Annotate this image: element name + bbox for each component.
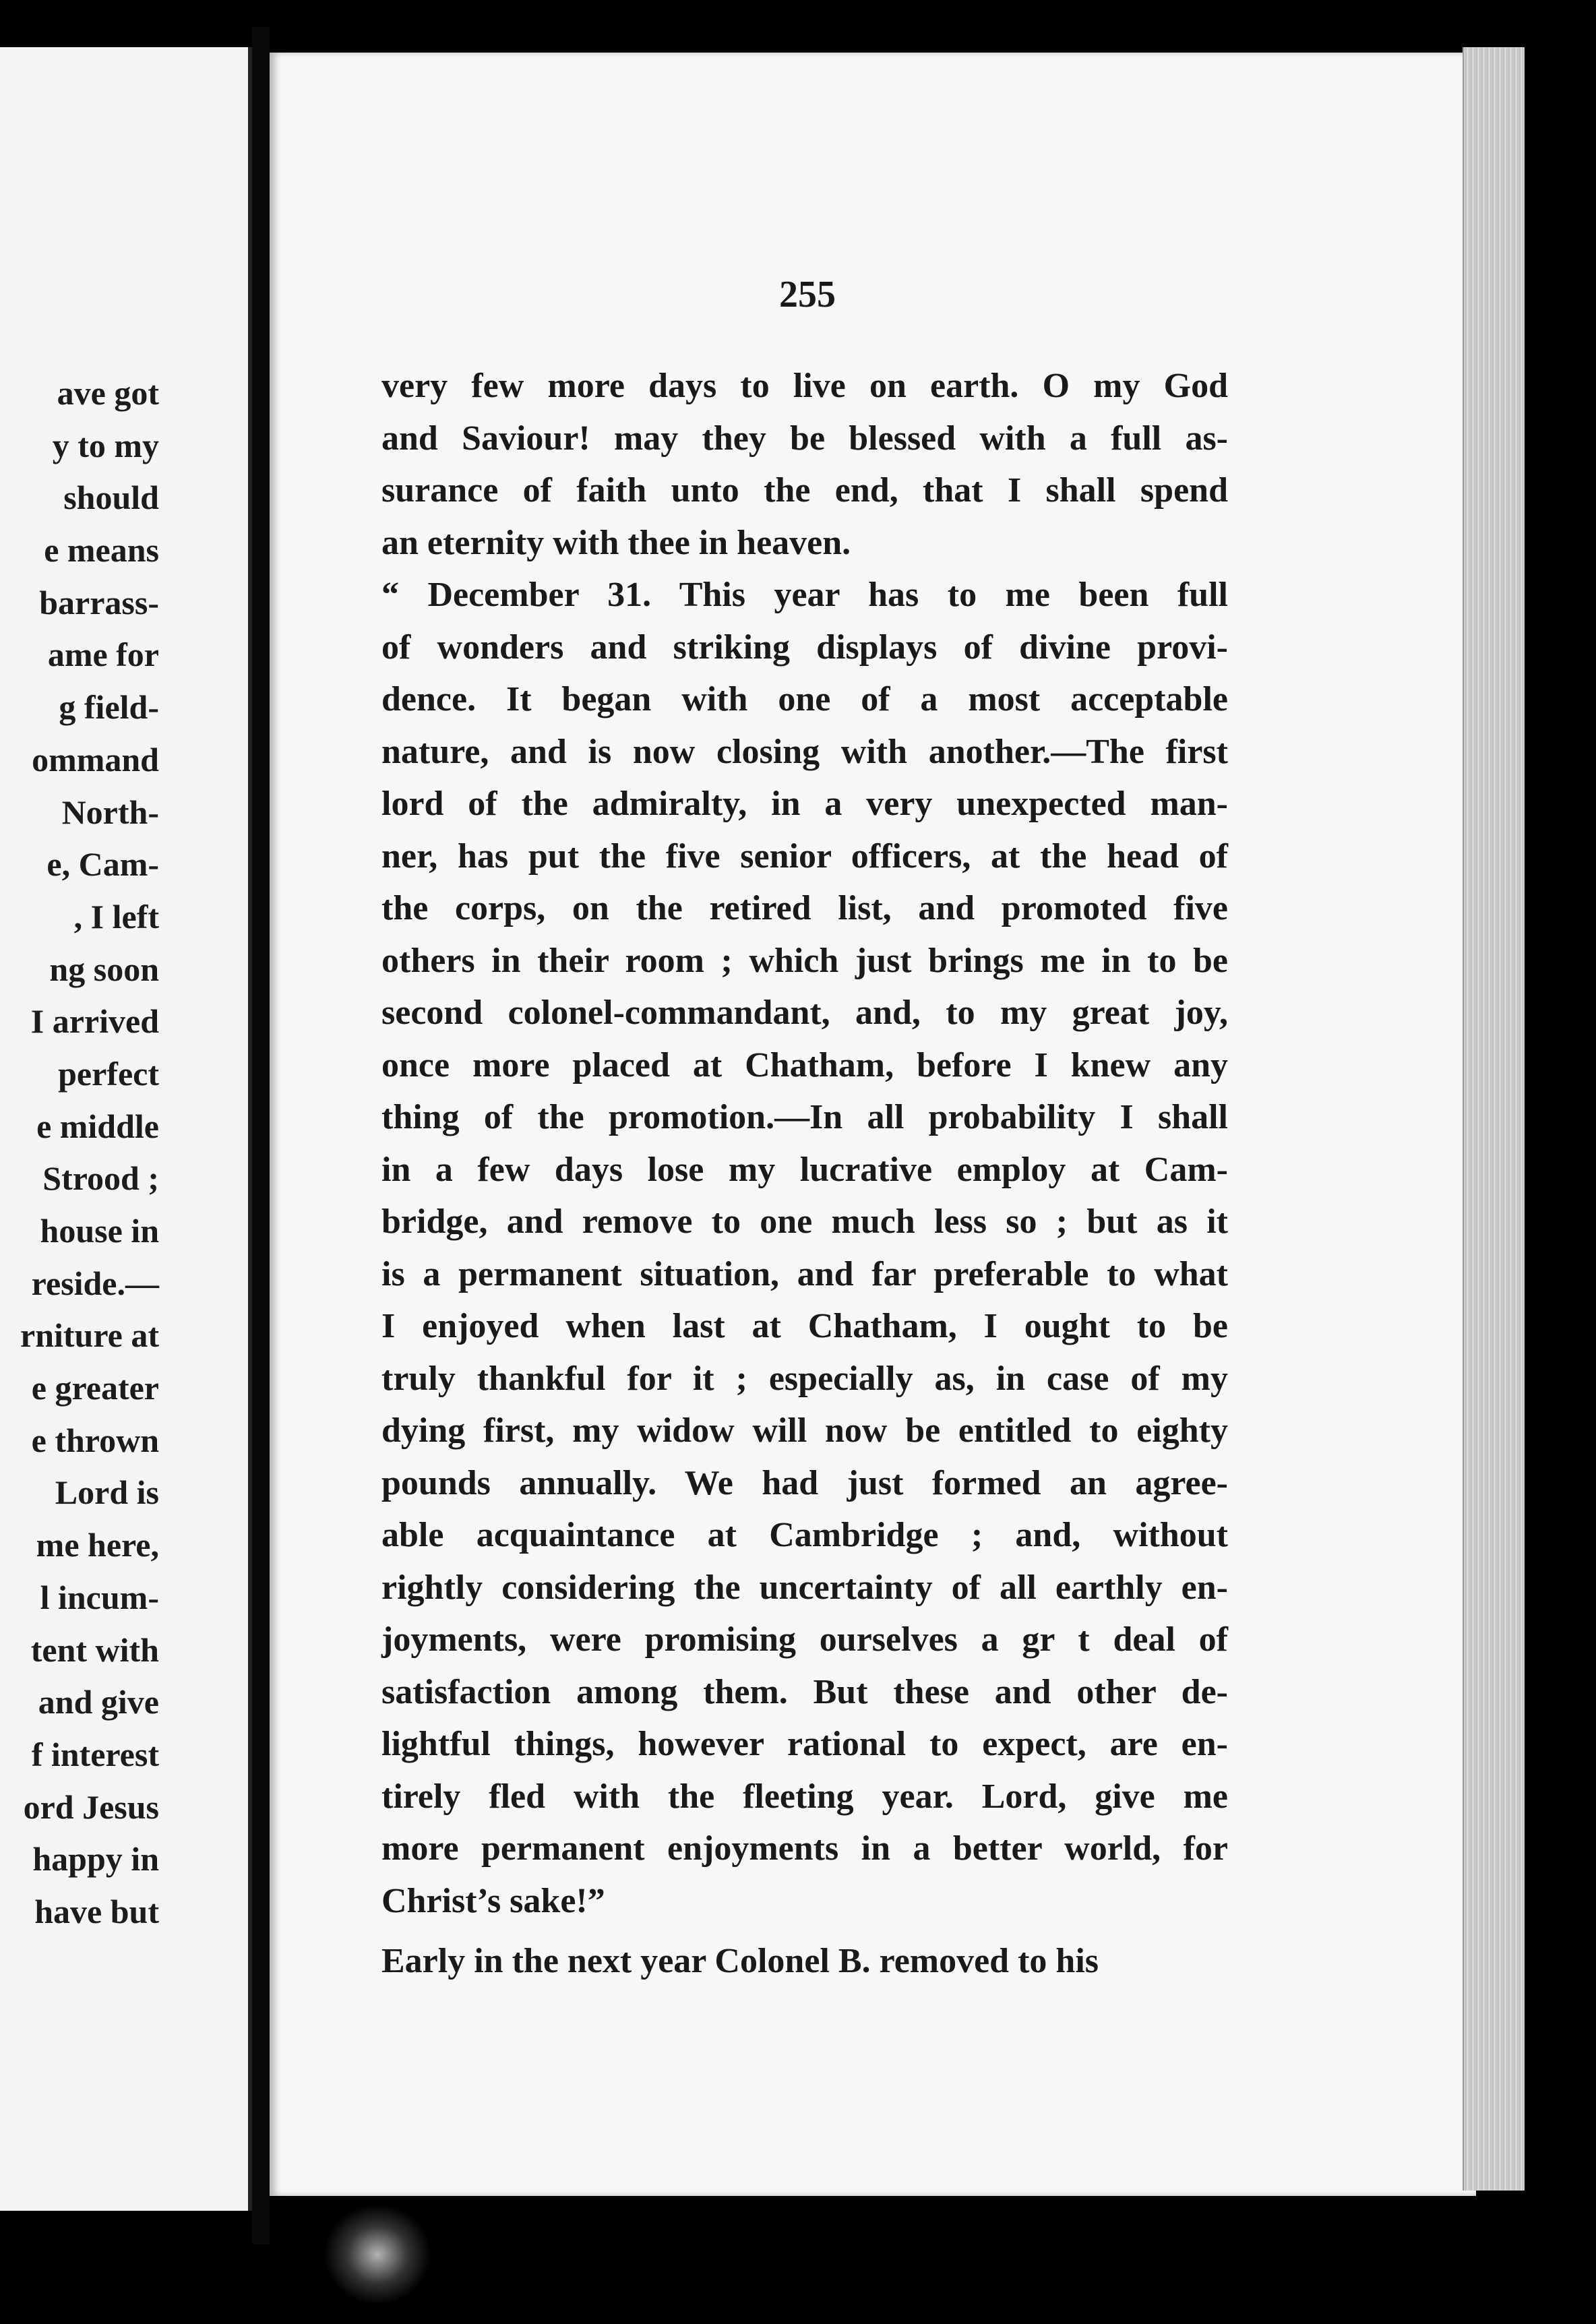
text-line: truly thankful for it ; especially as, in case of my <box>381 1359 1228 1398</box>
text-line: joyments, were promising ourselves a gr t deal of <box>381 1620 1228 1659</box>
facing-text-line: reside.— <box>31 1264 159 1302</box>
facing-text-line: e greater <box>31 1369 159 1407</box>
facing-page-text <box>0 367 159 1938</box>
facing-text-line: ommand <box>32 740 159 778</box>
facing-text-line: tent with <box>30 1630 159 1669</box>
facing-text-line: ame for <box>47 636 159 674</box>
text-line: lightful things, however rational to expect, are en- <box>381 1725 1228 1763</box>
facing-page-fragment <box>0 47 252 2211</box>
facing-text-line: Strood ; <box>42 1159 159 1198</box>
body-text <box>381 360 1228 1988</box>
text-line: bridge, and remove to one much less so ; but as it <box>381 1202 1228 1241</box>
text-line: surance of faith unto the end, that I shall spend <box>381 471 1228 510</box>
facing-text-line: North- <box>61 793 159 831</box>
facing-text-line: e middle <box>36 1107 159 1145</box>
facing-text-line: e thrown <box>31 1421 159 1459</box>
facing-text-line: barrass- <box>39 583 159 621</box>
text-line: rightly considering the uncertainty of all earthly en- <box>381 1568 1228 1607</box>
facing-text-line: have but <box>34 1892 159 1930</box>
text-line: “ December 31. This year has to me been full <box>381 576 1228 614</box>
text-line: others in their room ; which just brings me in to be <box>381 941 1228 980</box>
facing-text-line: and give <box>38 1683 159 1721</box>
facing-text-line: e means <box>44 531 159 570</box>
facing-text-line: g field- <box>59 688 159 727</box>
text-line: ner, has put the five senior officers, at the head of <box>381 836 1228 876</box>
text-line: nature, and is now closing with another.—The first <box>381 732 1228 771</box>
text-line: second colonel-commandant, and, to my great joy, <box>381 993 1228 1032</box>
text-line: is a permanent situation, and far preferable to what <box>381 1254 1228 1293</box>
facing-text-line: y to my <box>52 426 159 464</box>
text-line: Christ’s sake!” <box>381 1881 605 1920</box>
text-line: tirely fled with the fleeting year. Lord, give me <box>381 1777 1228 1816</box>
text-line: able acquaintance at Cambridge ; and, without <box>381 1516 1228 1554</box>
text-line: an eternity with thee in heaven. <box>381 523 851 562</box>
facing-text-line: ave got <box>57 374 159 412</box>
text-line: lord of the admiralty, in a very unexpected man- <box>381 785 1228 823</box>
text-line: and Saviour! may they be blessed with a full as- <box>381 419 1228 458</box>
facing-text-line: should <box>63 479 159 517</box>
text-line: dying first, my widow will now be entitled to eighty <box>381 1411 1228 1450</box>
text-line: pounds annually. We had just formed an agree- <box>381 1463 1228 1502</box>
facing-text-line: f interest <box>31 1735 159 1773</box>
text-line: I enjoyed when last at Chatham, I ought to be <box>381 1307 1228 1345</box>
book-gutter <box>252 27 270 2244</box>
facing-text-line: me here, <box>36 1526 159 1564</box>
text-line: very few more days to live on earth. O my God <box>381 367 1228 405</box>
facing-text-line: perfect <box>58 1054 159 1093</box>
facing-text-line: rniture at <box>20 1316 159 1355</box>
text-line: once more placed at Chatham, before I knew any <box>381 1045 1228 1084</box>
text-line: the corps, on the retired list, and promoted five <box>381 889 1228 927</box>
text-line: more permanent enjoyments in a better world, for <box>381 1829 1228 1868</box>
text-line: satisfaction among them. But these and other de- <box>381 1672 1228 1711</box>
text-line: in a few days lose my lucrative employ at Cam- <box>381 1150 1228 1189</box>
text-line: of wonders and striking displays of divine provi- <box>381 628 1228 667</box>
facing-text-line: l incum- <box>40 1578 159 1616</box>
facing-text-line: I arrived <box>30 1002 159 1041</box>
text-line: dence. It began with one of a most acceptable <box>381 680 1228 718</box>
facing-text-line: , I left <box>73 897 159 936</box>
scan-smudge <box>324 2204 431 2305</box>
facing-text-line: ord Jesus <box>23 1787 159 1826</box>
facing-text-line: ng soon <box>49 950 159 988</box>
page-number: 255 <box>779 274 836 315</box>
facing-text-line: house in <box>40 1212 159 1250</box>
page-edges <box>1463 47 1525 2191</box>
facing-text-line: e, Cam- <box>47 845 159 884</box>
facing-text-line: Lord is <box>55 1473 159 1512</box>
text-line: thing of the promotion.—In all probability I shall <box>381 1098 1228 1136</box>
facing-text-line: happy in <box>32 1840 159 1878</box>
text-line: Early in the next year Colonel B. removed to his <box>381 1942 1099 1980</box>
